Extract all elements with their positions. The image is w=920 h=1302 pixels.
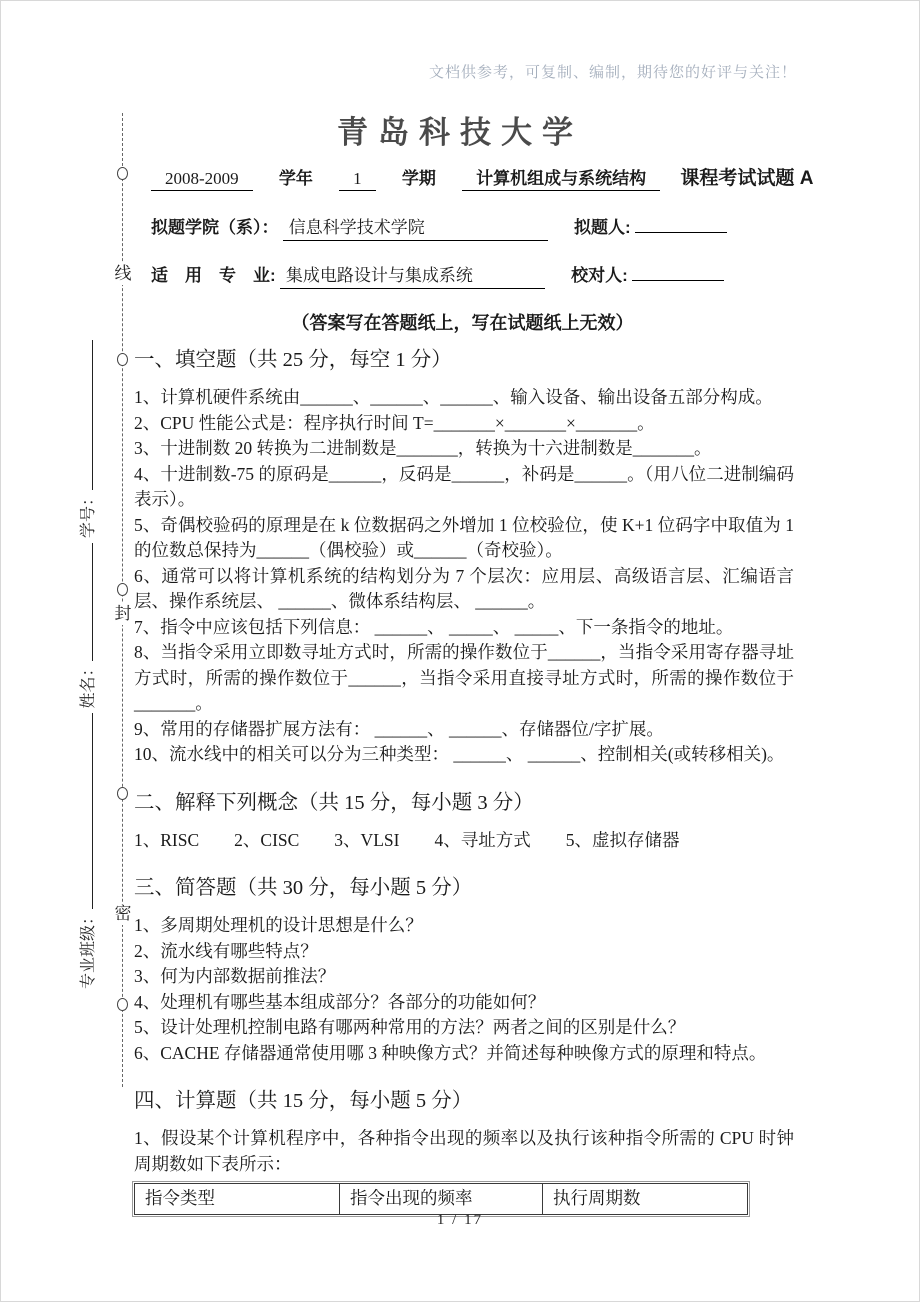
university-logo: 青岛科技大学 — [337, 115, 583, 151]
field-id-label: 学号： — [80, 490, 97, 539]
question: 1、假设某个计算机程序中，各种指令出现的频率以及执行该种指令所需的 CPU 时钟周期数如下表所示： — [134, 1128, 794, 1174]
answer-notice: （答案写在答题纸上，写在试题纸上无效） — [291, 313, 634, 333]
table-header-cell: 指令类型 — [135, 1184, 340, 1215]
section2-title: 二、解释下列概念（共 15 分，每小题 3 分） — [134, 791, 534, 814]
section1-title: 一、填空题（共 25 分，每空 1 分） — [134, 349, 452, 371]
major-label: 适 用 专 业: — [151, 266, 276, 285]
instruction-table — [134, 1183, 748, 1215]
question: 3、十进制数 20 转换为二进制数是_______，转换为十六进制数是_______。 — [134, 438, 712, 458]
proofreader-blank — [632, 263, 724, 281]
binding-circle-icon — [117, 167, 128, 180]
field-name-label: 姓名： — [80, 660, 97, 709]
concept-list: 1、RISC 2、CISC 3、VLSI 4、寻址方式 5、虚拟存储器 — [134, 829, 680, 850]
question: 7、指令中应该包括下列信息： ______、 _____、 _____、下一条指令的地址。 — [134, 616, 734, 637]
question: 6、CACHE 存储器通常使用哪 3 种映像方式？并简述每种映像方式的原理和特点。 — [134, 1042, 767, 1063]
binding-circle-icon — [117, 583, 128, 596]
table-header-row — [135, 1184, 748, 1215]
binding-dashed-line — [122, 113, 123, 1087]
binding-circle-icon — [117, 998, 128, 1011]
seal-char-feng: 封 — [114, 604, 132, 623]
academic-year-label: 学年 — [278, 169, 313, 188]
question: 9、常用的存储器扩展方法有： ______、 ______、存储器位/字扩展。 — [134, 718, 664, 739]
term-value: 1 — [339, 169, 376, 191]
exam-body — [134, 339, 794, 1215]
header-row-major — [151, 261, 724, 289]
question: 8、当指令采用立即数寻址方式时，所需的操作数位于______，当指令采用寄存器寻址方式时，所需的操作数位于______，当指令采用直接寻址方式时，所需的操作数位于_______。 — [134, 642, 794, 713]
field-class-blank — [77, 713, 93, 909]
proposer-blank — [635, 215, 727, 233]
binding-circle-icon — [117, 353, 128, 366]
question: 6、通常可以将计算机系统的结构划分为 7 个层次：应用层、高级语言层、汇编语言层、操作系统层、 ______、微体系结构层、 ______。 — [134, 565, 794, 611]
page-number: 1 / 17 — [436, 1212, 484, 1228]
question: 4、处理机有哪些基本组成部分？各部分的功能如何？ — [134, 991, 546, 1012]
paper-title: 课程考试试题 A — [680, 168, 814, 189]
field-class-label: 专业班级： — [80, 908, 97, 989]
course-name-value: 计算机组成与系统结构 — [462, 169, 660, 191]
binding-circle-icon — [117, 787, 128, 800]
proofreader-label: 校对人: — [571, 266, 628, 285]
binding-student-fields — [75, 289, 101, 989]
field-name-blank — [77, 543, 93, 661]
question: 2、CPU 性能公式是：程序执行时间 T=_______×_______×_______。 — [134, 412, 655, 433]
question: 1、计算机硬件系统由______、______、______、输入设备、输出设备五部分构成。 — [134, 387, 773, 407]
proposer-label: 拟题人: — [574, 218, 631, 237]
academic-year-value: 2008-2009 — [151, 169, 253, 191]
question: 5、奇偶校验码的原理是在 k 位数据码之外增加 1 位校验位，使 K+1 位码字中取值为 1 的位数总保持为______（偶校验）或______（奇校验）。 — [134, 514, 794, 560]
question: 3、何为内部数据前推法？ — [134, 966, 336, 986]
major-value: 集成电路设计与集成系统 — [280, 261, 545, 289]
question: 10、流水线中的相关可以分为三种类型： ______、 ______、控制相关(或转移相关)。 — [134, 744, 785, 764]
table-header-cell: 执行周期数 — [543, 1184, 748, 1215]
seal-char-mi: 密 — [114, 904, 132, 923]
question: 2、流水线有哪些特点？ — [134, 940, 318, 961]
seal-char-line: 线 — [114, 264, 132, 283]
question: 5、设计处理机控制电路有哪两种常用的方法？两者之间的区别是什么？ — [134, 1017, 686, 1037]
section3-title: 三、简答题（共 30 分，每小题 5 分） — [134, 877, 473, 899]
question: 4、十进制数-75 的原码是______，反码是______，补码是______。（用八位二进制编码表示）。 — [134, 463, 794, 509]
section4-title: 四、计算题（共 15 分，每小题 5 分） — [134, 1090, 473, 1112]
question: 1、多周期处理机的设计思想是什么？ — [134, 915, 423, 935]
table-header-cell: 指令出现的频率 — [340, 1184, 543, 1215]
watermark-text: 文档供参考，可复制、编制，期待您的好评与关注！ — [428, 64, 797, 81]
term-label: 学期 — [401, 169, 436, 188]
header-row-course — [151, 163, 813, 190]
section3-questions — [134, 913, 794, 1066]
field-id-blank — [77, 340, 93, 490]
college-label: 拟题学院（系）： — [151, 218, 279, 237]
college-value: 信息科学技术学院 — [283, 213, 548, 241]
header-row-college — [151, 213, 727, 241]
